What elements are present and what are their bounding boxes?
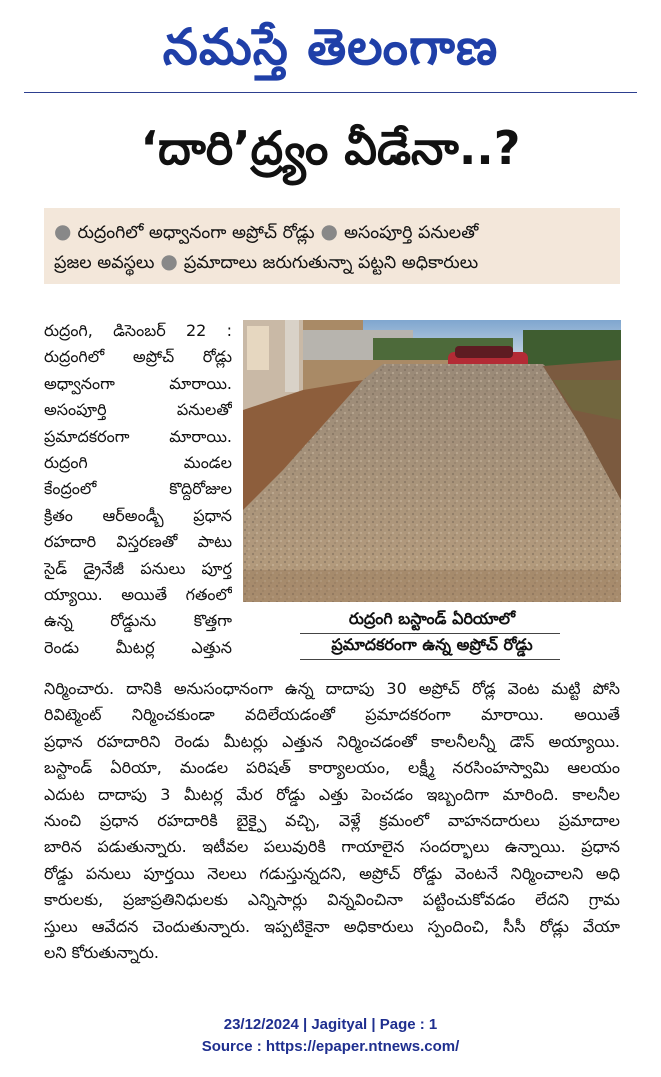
article-column: [44, 318, 232, 661]
news-photo: [243, 320, 621, 602]
article-line: కేంద్రంలో కొద్దిరోజుల: [44, 479, 232, 499]
article-line: నిర్మించారు. దానికి అనుసంధానంగా ఉన్న దాదాపు 30 అప్రోచ్ రోడ్ల వెంట మట్టి పోసి: [44, 679, 620, 698]
article-line: ఉన్న రోడ్డును కొత్తగా: [44, 611, 232, 631]
article-line: రుద్రంగి మండల: [44, 452, 232, 472]
article-line: క్రితం ఆర్అండ్బీ ప్రధాన: [44, 505, 232, 525]
article-line: స్తులు ఆవేదన చెందుతున్నారు. ఇప్పటికైనా అధికారులు స్పందించి, సీసీ రోడ్లు వేయా: [44, 916, 620, 936]
bullet-icon: ●: [54, 219, 72, 243]
article-line: కారులకు, ప్రజాప్రతినిధులకు ఎన్నిసార్లు విన్నవించినా పట్టించుకోవడం లేదని గ్రామ: [44, 890, 620, 910]
article-line: రుద్రంగి, డిసెంబర్ 22 :: [44, 321, 232, 340]
subhead-point-1: రుద్రంగిలో అధ్వానంగా అప్రోచ్ రోడ్లు: [77, 223, 315, 243]
article-line: బస్టాండ్ ఏరియా, మండల పరిషత్ కార్యాలయం, లక్ష్మీ నరసింహస్వామి ఆలయం: [44, 758, 620, 778]
article-line: సైడ్ డ్రైనేజీ పనులు పూర్త: [44, 558, 232, 578]
article-line: రోడ్డు పనులు పూర్తయి నెలలు గడుస్తున్నదని, అప్రోచ్ రోడ్డు వెంటనే నిర్మించాలని అధి: [44, 863, 620, 883]
photo-caption-line-1: రుద్రంగి బస్టాండ్ ఏరియాలో: [348, 609, 516, 628]
subhead-point-2: అసంపూర్తి పనులతో: [344, 223, 479, 243]
article-line: రివిట్మెంట్ నిర్మించకుండా వదిలేయడంతో ప్రమాదకరంగా మారాయి. అయితే: [44, 705, 620, 725]
article-line: నుంచి ప్రధాన రహదారికి బైక్పై వచ్చి, వెళ్లే క్రమంలో వాహనదారులు ప్రమాదాల: [44, 810, 620, 830]
article-line: రహదారి విస్తరణతో పాటు: [44, 532, 232, 552]
headline: ‘దారి’ద్ర్యం వీడేనా..?: [140, 121, 521, 175]
article-line: అధ్వానంగా మారాయి.: [44, 373, 232, 393]
article-line: ప్రధాన రహదారిని రెండు మీటర్లు ఎత్తున నిర్మించడంతో కాలనీలన్నీ డౌన్ అయ్యాయి.: [44, 731, 620, 751]
caption-underline: [300, 633, 560, 634]
masthead-title: నమస్తే తెలంగాణ: [162, 18, 499, 76]
article-line: య్యాయి. అయితే గతంలో: [44, 584, 232, 604]
article-line: రెండు మీటర్ల ఎత్తున: [44, 637, 232, 657]
bullet-icon: ●: [320, 219, 338, 243]
subhead-point-3: ప్రజల అవస్థలు: [54, 253, 155, 273]
subhead-box: [44, 208, 620, 284]
subhead-point-4: ప్రమాదాలు జరుగుతున్నా పట్టని అధికారులు: [183, 253, 479, 273]
subhead-line-1: [54, 218, 478, 246]
article-line: ఎదుట దాదాపు 3 మీటర్ల మేర రోడ్డు ఎత్తు పెంచడం ఇబ్బందిగా మారింది. కాలనీల: [44, 784, 620, 804]
masthead-rule: [24, 92, 637, 93]
footer-date-edition: 23/12/2024 | Jagityal | Page : 1: [223, 1016, 438, 1033]
bullet-icon: ●: [160, 249, 178, 273]
caption-underline: [300, 659, 560, 660]
article-line: అసంపూర్తి పనులతో: [44, 400, 232, 420]
article-line: లని కోరుతున్నారు.: [44, 942, 159, 962]
article-line: బారిన పడుతున్నారు. ఇటీవల పలువురికి గాయాలైన సందర్భాలు ఉన్నాయి. ప్రధాన: [44, 837, 620, 857]
article-body: [44, 676, 620, 966]
photo-caption-line-2: ప్రమాదకరంగా ఉన్న అప్రోచ్ రోడ్డు: [331, 635, 533, 654]
subhead-line-2: [54, 248, 478, 276]
road-photo-illustration: [243, 320, 621, 602]
article-line: రుద్రంగిలో అప్రోచ్ రోడ్లు: [44, 347, 232, 367]
article-line: ప్రమాదకరంగా మారాయి.: [44, 426, 232, 446]
photo-caption: [243, 606, 621, 658]
footer-source: Source : https://epaper.ntnews.com/: [201, 1038, 460, 1055]
